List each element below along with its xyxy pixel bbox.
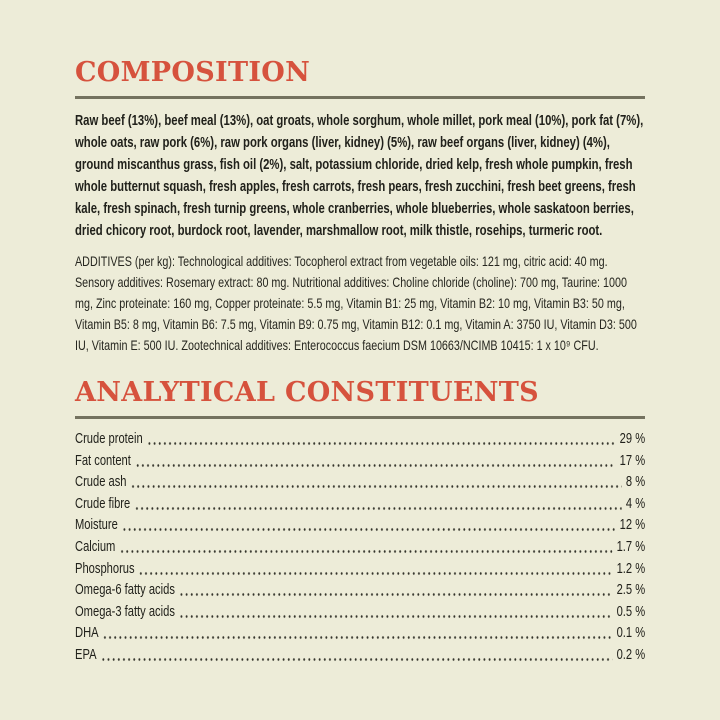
constituent-row-crude-fibre [75,494,645,516]
dot-leader [135,451,616,473]
constituent-row-phosphorus [75,559,645,581]
analytical-constituents-heading: ANALYTICAL CONSTITUENTS [75,377,539,408]
constituent-label: Crude protein [75,431,143,447]
dot-leader [179,580,613,602]
constituent-row-dha [75,623,645,645]
constituent-label: Omega-3 fatty acids [75,603,175,620]
dot-leader [130,472,622,494]
constituent-label: EPA [75,646,97,663]
constituent-row-moisture [75,515,645,537]
dot-leader [119,537,612,559]
constituent-value: 1.2 % [616,560,646,577]
constituent-row-epa [75,645,645,667]
constituent-row-omega-6 [75,580,645,602]
constituents-table [75,429,645,667]
constituent-row-crude-protein [75,429,645,451]
constituent-row-omega-3 [75,602,645,624]
constituent-label: Calcium [75,538,116,555]
constituent-row-crude-ash [75,472,645,494]
constituent-value: 17 % [619,452,646,469]
dot-leader [147,429,616,451]
constituent-value: 8 % [625,474,646,491]
ingredients-paragraph: Raw beef (13%), beef meal (13%), oat groats, whole sorghum, whole millet, pork meal (10%), pork fat (7%), whole oats, raw pork (6%), raw pork organs (liver, kidney) (5%), raw beef organs (liver, kidney) (4%), ground miscanthus grass, fish oil (2%), salt, potassium chloride, dried kelp, fresh whole pumpkin, fresh whole butternut squash, fresh apples, fresh carrots, fresh pears, fresh zucchini, fresh beet greens, fresh kale, fresh spinach, fresh turnip greens, whole cranberries, whole blueberries, whole saskatoon berries, dried chicory root, burdock root, lavender, marshmallow root, milk thistle, rosehips, turmeric root. [75,113,644,239]
dot-leader [102,623,612,645]
constituent-label: Crude fibre [75,495,131,512]
dot-leader [139,559,613,581]
additives-paragraph: ADDITIVES (per kg): Technological additives: Tocopherol extract from vegetable oils: 121 mg, citric acid: 40 mg. Sensory additives: Rosemary extract: 80 mg. Nutritional additives: Choline chloride (choline): 700 mg, Taurine: 1000 mg, Zinc proteinate: 160 mg, Copper proteinate: 5.5 mg, Vitamin B1: 25 mg, Vitamin B2: 10 mg, Vitamin B3: 50 mg, Vitamin B5: 8 mg, Vitamin B6: 7.5 mg, Vitamin B9: 0.75 mg, Vitamin B12: 0.1 mg, Vitamin A: 3750 IU, Vitamin D3: 500 IU, Vitamin E: 500 IU. Zootechnical additives: Enterococcus faecium DSM 10663/NCIMB 10415: 1 x 10⁹ CFU. [75,254,637,353]
constituent-label: Omega-6 fatty acids [75,582,175,599]
constituent-label: DHA [75,625,99,642]
constituent-value: 0.1 % [616,625,646,642]
constituent-label: Moisture [75,517,118,534]
constituent-value: 29 % [619,431,646,447]
constituent-value: 12 % [619,517,646,534]
constituent-value: 4 % [625,495,646,512]
constituent-label: Fat content [75,452,131,469]
composition-heading: COMPOSITION [75,57,311,88]
dot-leader [122,515,616,537]
constituent-row-fat-content [75,451,645,473]
analytical-divider [75,416,645,419]
constituent-value: 0.2 % [616,646,646,663]
constituent-value: 0.5 % [616,603,646,620]
constituent-value: 1.7 % [616,538,646,555]
constituent-row-calcium [75,537,645,559]
constituent-label: Phosphorus [75,560,135,577]
constituent-value: 2.5 % [616,582,646,599]
composition-divider [75,96,645,99]
dot-leader [179,602,613,624]
dot-leader [100,645,612,667]
constituent-label: Crude ash [75,474,127,491]
dot-leader [134,494,622,516]
